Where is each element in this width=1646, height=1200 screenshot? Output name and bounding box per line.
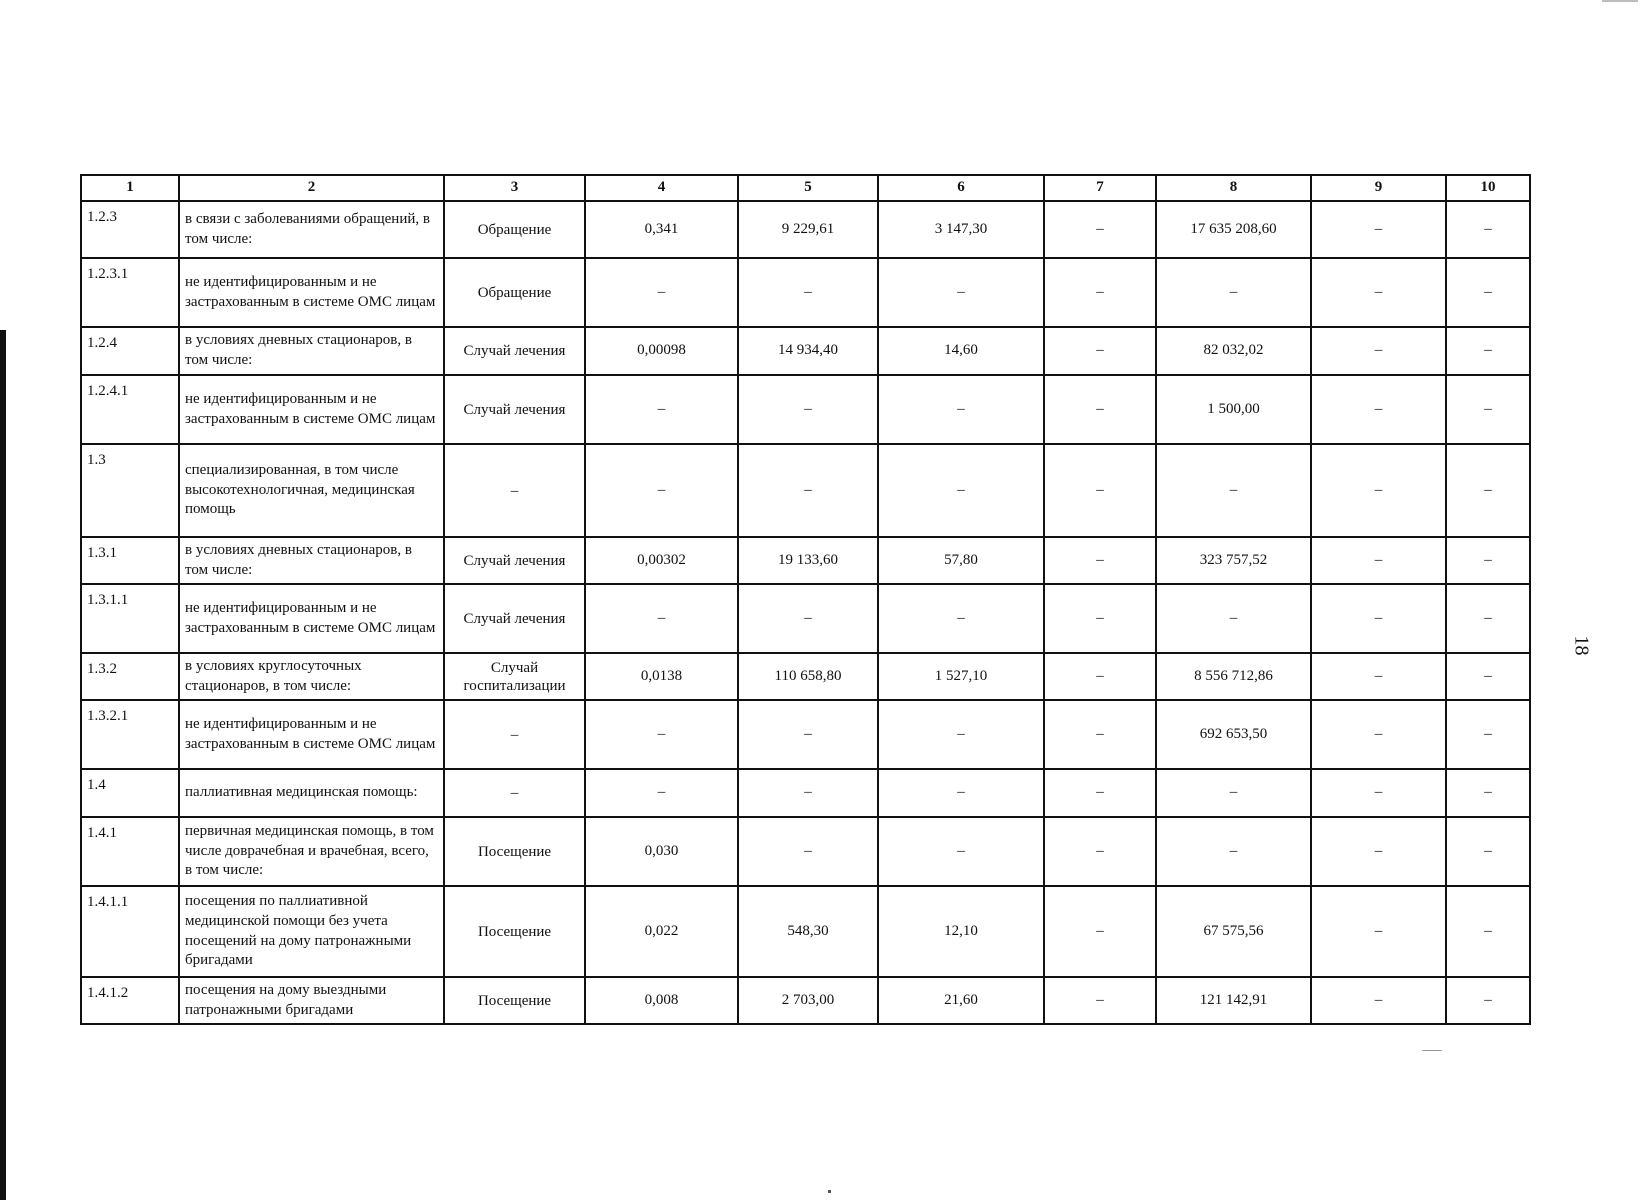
cell-col-9: –	[1311, 375, 1446, 444]
cell-col-8: 82 032,02	[1156, 327, 1311, 375]
table-row	[81, 444, 1530, 537]
cell-col-9: –	[1311, 817, 1446, 886]
cell-col-5: –	[738, 700, 878, 769]
cell-col-10: –	[1446, 201, 1530, 258]
cell-col-6: –	[878, 444, 1044, 537]
cell-col-8: 1 500,00	[1156, 375, 1311, 444]
column-header-7: 7	[1044, 175, 1156, 201]
scan-edge-shadow	[0, 330, 6, 1200]
cell-col-10: –	[1446, 375, 1530, 444]
table-row	[81, 258, 1530, 327]
row-name: в условиях дневных стационаров, в том числе:	[179, 327, 444, 375]
cell-col-5: –	[738, 444, 878, 537]
table-row	[81, 201, 1530, 258]
cell-col-10: –	[1446, 537, 1530, 584]
row-unit: Случай лечения	[444, 375, 585, 444]
cell-col-10: –	[1446, 817, 1530, 886]
scan-line-mark	[1422, 1050, 1442, 1051]
column-header-1: 1	[81, 175, 179, 201]
data-table	[80, 174, 1531, 1025]
cell-col-6: 21,60	[878, 977, 1044, 1024]
scan-corner-mark	[1602, 0, 1638, 2]
row-name: посещения по паллиативной медицинской помощи без учета посещений на дому патронажными бригадами	[179, 886, 444, 977]
cell-col-9: –	[1311, 444, 1446, 537]
cell-col-7: –	[1044, 769, 1156, 817]
column-header-10: 10	[1446, 175, 1530, 201]
column-header-8: 8	[1156, 175, 1311, 201]
table-header-row	[81, 175, 1530, 201]
row-name: в связи с заболеваниями обращений, в том числе:	[179, 201, 444, 258]
cell-col-8: 17 635 208,60	[1156, 201, 1311, 258]
cell-col-5: –	[738, 769, 878, 817]
cell-col-9: –	[1311, 653, 1446, 700]
table-row	[81, 584, 1530, 653]
cell-col-10: –	[1446, 653, 1530, 700]
cell-col-5: 110 658,80	[738, 653, 878, 700]
row-code: 1.3.2.1	[81, 700, 179, 769]
row-code: 1.4.1.1	[81, 886, 179, 977]
cell-col-9: –	[1311, 977, 1446, 1024]
row-unit: –	[444, 444, 585, 537]
cell-col-4: 0,0138	[585, 653, 738, 700]
cell-col-7: –	[1044, 817, 1156, 886]
table-row	[81, 769, 1530, 817]
row-name: не идентифицированным и не застрахованным в системе ОМС лицам	[179, 258, 444, 327]
cell-col-4: 0,008	[585, 977, 738, 1024]
table-row	[81, 886, 1530, 977]
cell-col-10: –	[1446, 769, 1530, 817]
cell-col-8: 8 556 712,86	[1156, 653, 1311, 700]
row-name: первичная медицинская помощь, в том числе доврачебная и врачебная, всего, в том числе:	[179, 817, 444, 886]
cell-col-5: 548,30	[738, 886, 878, 977]
cell-col-6: –	[878, 700, 1044, 769]
cell-col-8: 323 757,52	[1156, 537, 1311, 584]
table-row	[81, 375, 1530, 444]
row-name: паллиативная медицинская помощь:	[179, 769, 444, 817]
cell-col-6: 57,80	[878, 537, 1044, 584]
cell-col-7: –	[1044, 653, 1156, 700]
row-unit: Случай госпитализации	[444, 653, 585, 700]
cell-col-5: –	[738, 375, 878, 444]
column-header-4: 4	[585, 175, 738, 201]
row-unit: Случай лечения	[444, 327, 585, 375]
cell-col-4: 0,341	[585, 201, 738, 258]
cell-col-5: 2 703,00	[738, 977, 878, 1024]
cell-col-6: –	[878, 769, 1044, 817]
cell-col-4: –	[585, 258, 738, 327]
cell-col-6: 12,10	[878, 886, 1044, 977]
cell-col-7: –	[1044, 258, 1156, 327]
cell-col-6: –	[878, 817, 1044, 886]
cell-col-9: –	[1311, 537, 1446, 584]
cell-col-7: –	[1044, 977, 1156, 1024]
cell-col-9: –	[1311, 700, 1446, 769]
page-number: 18	[1570, 635, 1593, 656]
cell-col-7: –	[1044, 375, 1156, 444]
cell-col-10: –	[1446, 258, 1530, 327]
cell-col-7: –	[1044, 327, 1156, 375]
table-row	[81, 817, 1530, 886]
cell-col-8: –	[1156, 584, 1311, 653]
table-row	[81, 327, 1530, 375]
column-header-6: 6	[878, 175, 1044, 201]
row-code: 1.3.1	[81, 537, 179, 584]
cell-col-8: –	[1156, 769, 1311, 817]
cell-col-4: –	[585, 700, 738, 769]
cell-col-5: –	[738, 584, 878, 653]
cell-col-9: –	[1311, 769, 1446, 817]
cell-col-5: 14 934,40	[738, 327, 878, 375]
row-name: в условиях дневных стационаров, в том числе:	[179, 537, 444, 584]
cell-col-7: –	[1044, 444, 1156, 537]
cell-col-4: –	[585, 584, 738, 653]
cell-col-10: –	[1446, 700, 1530, 769]
row-name: не идентифицированным и не застрахованным в системе ОМС лицам	[179, 375, 444, 444]
cell-col-4: 0,030	[585, 817, 738, 886]
cell-col-9: –	[1311, 327, 1446, 375]
row-unit: Посещение	[444, 886, 585, 977]
row-unit: Случай лечения	[444, 584, 585, 653]
cell-col-5: 19 133,60	[738, 537, 878, 584]
cell-col-9: –	[1311, 886, 1446, 977]
cell-col-7: –	[1044, 886, 1156, 977]
cell-col-4: 0,022	[585, 886, 738, 977]
cell-col-8: 67 575,56	[1156, 886, 1311, 977]
table-row	[81, 537, 1530, 584]
cell-col-6: –	[878, 584, 1044, 653]
row-code: 1.2.3.1	[81, 258, 179, 327]
cell-col-5: –	[738, 817, 878, 886]
cell-col-7: –	[1044, 584, 1156, 653]
cell-col-6: 14,60	[878, 327, 1044, 375]
cell-col-9: –	[1311, 201, 1446, 258]
row-code: 1.4.1	[81, 817, 179, 886]
cell-col-6: 1 527,10	[878, 653, 1044, 700]
table-row	[81, 977, 1530, 1024]
row-unit: Обращение	[444, 258, 585, 327]
cell-col-6: 3 147,30	[878, 201, 1044, 258]
cell-col-10: –	[1446, 584, 1530, 653]
row-name: не идентифицированным и не застрахованным в системе ОМС лицам	[179, 700, 444, 769]
row-name: не идентифицированным и не застрахованным в системе ОМС лицам	[179, 584, 444, 653]
column-header-9: 9	[1311, 175, 1446, 201]
cell-col-4: –	[585, 769, 738, 817]
cell-col-8: –	[1156, 817, 1311, 886]
row-code: 1.2.4	[81, 327, 179, 375]
row-name: посещения на дому выездными патронажными бригадами	[179, 977, 444, 1024]
row-unit: –	[444, 700, 585, 769]
scan-speck	[828, 1190, 831, 1193]
cell-col-5: 9 229,61	[738, 201, 878, 258]
cell-col-4: –	[585, 444, 738, 537]
cell-col-7: –	[1044, 537, 1156, 584]
cell-col-8: –	[1156, 444, 1311, 537]
cell-col-8: 121 142,91	[1156, 977, 1311, 1024]
cell-col-10: –	[1446, 444, 1530, 537]
row-unit: Посещение	[444, 817, 585, 886]
cell-col-10: –	[1446, 327, 1530, 375]
row-code: 1.4.1.2	[81, 977, 179, 1024]
cell-col-7: –	[1044, 700, 1156, 769]
row-unit: Посещение	[444, 977, 585, 1024]
row-code: 1.3.1.1	[81, 584, 179, 653]
cell-col-4: 0,00302	[585, 537, 738, 584]
cell-col-5: –	[738, 258, 878, 327]
row-code: 1.4	[81, 769, 179, 817]
cell-col-6: –	[878, 375, 1044, 444]
row-code: 1.2.3	[81, 201, 179, 258]
row-code: 1.3.2	[81, 653, 179, 700]
row-name: в условиях круглосуточных стационаров, в том числе:	[179, 653, 444, 700]
column-header-5: 5	[738, 175, 878, 201]
cell-col-7: –	[1044, 201, 1156, 258]
row-unit: –	[444, 769, 585, 817]
cell-col-4: 0,00098	[585, 327, 738, 375]
column-header-2: 2	[179, 175, 444, 201]
row-name: специализированная, в том числе высокотехнологичная, медицинская помощь	[179, 444, 444, 537]
cell-col-6: –	[878, 258, 1044, 327]
row-code: 1.3	[81, 444, 179, 537]
table-row	[81, 700, 1530, 769]
cell-col-8: –	[1156, 258, 1311, 327]
table-row	[81, 653, 1530, 700]
cell-col-4: –	[585, 375, 738, 444]
row-unit: Случай лечения	[444, 537, 585, 584]
cell-col-8: 692 653,50	[1156, 700, 1311, 769]
cell-col-10: –	[1446, 977, 1530, 1024]
cell-col-9: –	[1311, 584, 1446, 653]
cell-col-10: –	[1446, 886, 1530, 977]
column-header-3: 3	[444, 175, 585, 201]
row-code: 1.2.4.1	[81, 375, 179, 444]
row-unit: Обращение	[444, 201, 585, 258]
cell-col-9: –	[1311, 258, 1446, 327]
